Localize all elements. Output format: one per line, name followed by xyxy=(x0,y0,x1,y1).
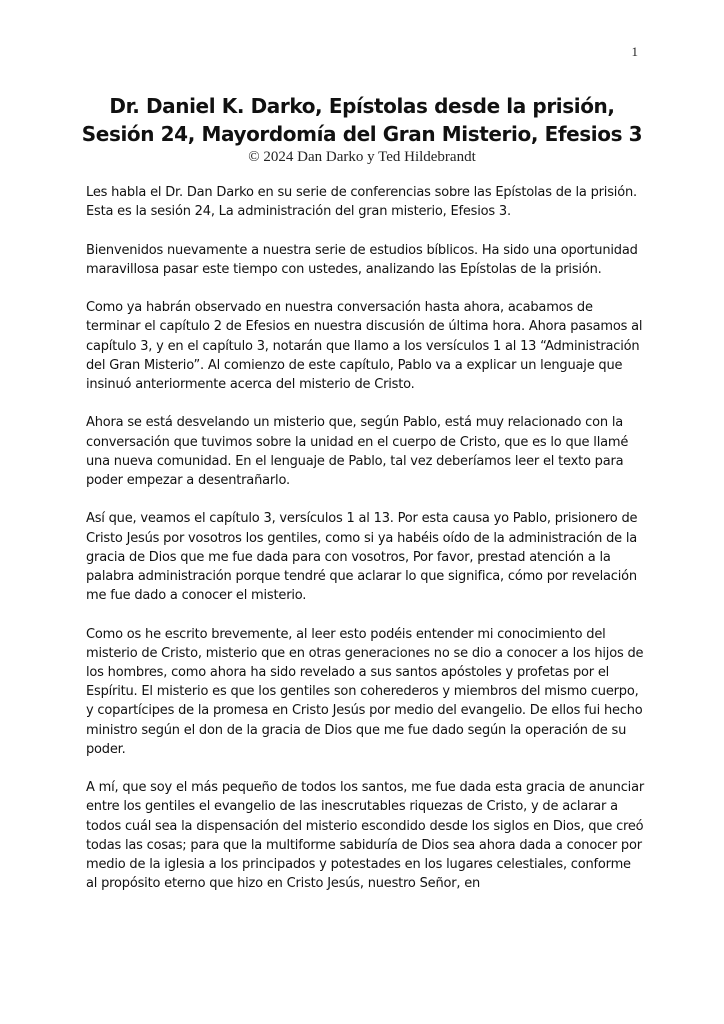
paragraph: Ahora se está desvelando un misterio que, según Pablo, está muy relacionado con la conversación que tuvimos sobre la unidad en el cuerpo de Cristo, que es lo que llamé una nueva comunidad. En el lenguaje de Pablo, tal vez deberíamos leer el texto para poder empezar a desentrañarlo. xyxy=(86,415,629,488)
title-line-2: Sesión 24, Mayordomía del Gran Misterio, Efesios 3 xyxy=(81,122,643,146)
document-title xyxy=(60,92,664,148)
paragraph: Así que, veamos el capítulo 3, versículos 1 al 13. Por esta causa yo Pablo, prisionero de Cristo Jesús por vosotros los gentiles, como si ya habéis oído de la administración de la gracia de Dios que me fue dada para con vosotros, Por favor, prestad atención a la palabra administración porque tendré que aclarar lo que significa, cómo por revelación me fue dado a conocer el misterio. xyxy=(86,511,638,604)
page-number: 1 xyxy=(631,44,638,59)
paragraph: Como ya habrán observado en nuestra conversación hasta ahora, acabamos de terminar el capítulo 2 de Efesios en nuestra discusión de última hora. Ahora pasamos al capítulo 3, y en el capítulo 3, notarán que llamo a los versículos 1 al 13 “Administración del Gran Misterio”. Al comienzo de este capítulo, Pablo va a explicar un lenguaje que insinuó anteriormente acerca del misterio de Cristo. xyxy=(86,300,643,392)
paragraph: Les habla el Dr. Dan Darko en su serie de conferencias sobre las Epístolas de la prisión. Esta es la sesión 24, La administración del gran misterio, Efesios 3. xyxy=(86,185,637,220)
paragraph: A mí, que soy el más pequeño de todos los santos, me fue dada esta gracia de anunciar entre los gentiles el evangelio de las inescrutables riquezas de Cristo, y de aclarar a todos cuál sea la dispensación del misterio escondido desde los siglos en Dios, que creó todas las cosas; para que la multiforme sabiduría de Dios sea ahora dada a conocer por medio de la iglesia a los principados y potestades en los lugares celestiales, conforme al propósito eterno que hizo en Cristo Jesús, nuestro Señor, en xyxy=(86,780,644,892)
document-body xyxy=(86,183,644,913)
paragraph: Como os he escrito brevemente, al leer esto podéis entender mi conocimiento del misterio de Cristo, misterio que en otras generaciones no se dio a conocer a los hijos de los hombres, como ahora ha sido revelado a sus santos apóstoles y profetas por el Espíritu. El misterio es que los gentiles son coherederos y miembros del mismo cuerpo, y copartícipes de la promesa en Cristo Jesús por medio del evangelio. De ellos fui hecho ministro según el don de la gracia de Dios que me fue dado según la operación de su poder. xyxy=(86,626,644,757)
copyright-notice: © 2024 Dan Darko y Ted Hildebrandt xyxy=(248,149,476,165)
document-header xyxy=(60,92,664,166)
title-line-1: Dr. Daniel K. Darko, Epístolas desde la prisión, xyxy=(109,94,615,118)
paragraph: Bienvenidos nuevamente a nuestra serie de estudios bíblicos. Ha sido una oportunidad maravillosa pasar este tiempo con ustedes, analizando las Epístolas de la prisión. xyxy=(86,242,638,277)
